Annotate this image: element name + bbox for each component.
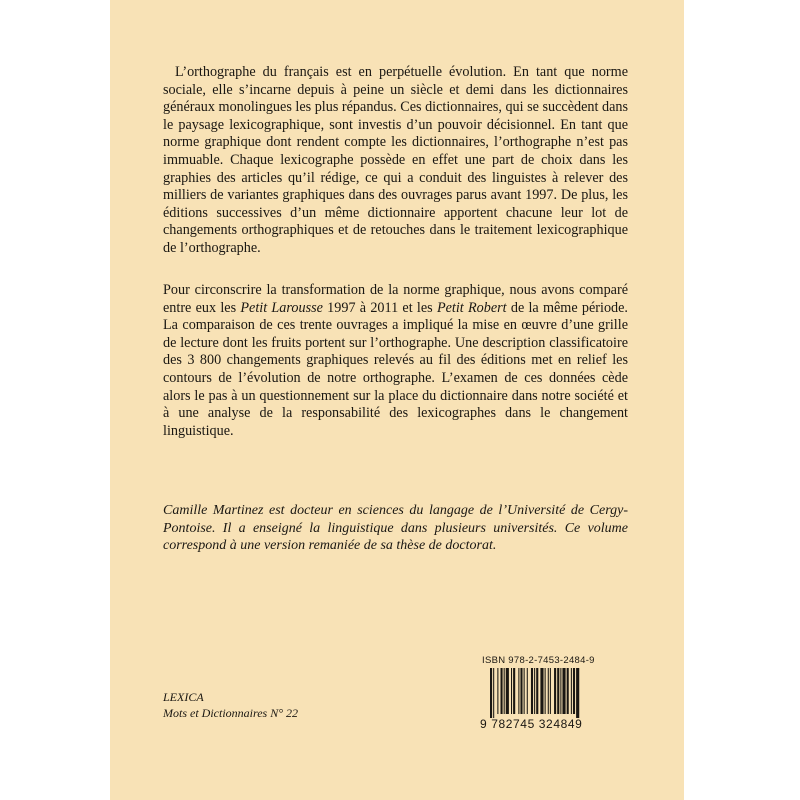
barcode-bar xyxy=(540,668,543,714)
barcode-bar xyxy=(534,668,535,714)
barcode-bars xyxy=(490,668,620,718)
paragraph-2-part-2: 1997 à 2011 et les xyxy=(322,299,437,316)
title-petit-larousse: Petit Larousse xyxy=(240,299,323,316)
barcode-bar xyxy=(511,668,512,714)
barcode-bar xyxy=(490,668,492,718)
barcode-bar xyxy=(524,668,525,714)
barcode-bar xyxy=(548,668,549,714)
barcode-bar xyxy=(497,668,498,714)
barcode-bar xyxy=(571,668,572,714)
isbn-label: ISBN 978-2-7453-2484-9 xyxy=(482,655,595,666)
barcode-bar xyxy=(520,668,522,714)
barcode-bar xyxy=(576,668,579,718)
barcode-block xyxy=(480,655,630,730)
summary-paragraph-1: L’orthographe du français est en perpétuelle évolution. En tant que norme sociale, elle s’incarne depuis à peine un siècle et demi dans les dictionnaires généraux monolingues les plus répandus. Ces dictionnaires, qui se succèdent dans le paysage lexicographique, sont investis d’un pouvoir décisionnel. En tant que norme graphique dont rendent compte les dictionnaires, l’orthographe n’est pas immuable. Chaque lexicographe possède en effet une part de choix dans les graphies des articles qu’il rédige, ce qui a conduit des linguistes à relever des milliers de variantes graphiques dans des ouvrages parus avant 1997. De plus, les éditions successives d’un même dictionnaire apportent chacune leur lot de changements orthographiques et de retouches dans le traitement lexicographique de l’orthographe. xyxy=(163,64,628,256)
barcode-bar xyxy=(493,668,494,718)
barcode-bar xyxy=(506,668,509,714)
barcode-bar xyxy=(573,668,575,714)
barcode-bar xyxy=(518,668,519,714)
barcode-digits: 9 782745 324849 xyxy=(480,717,583,731)
barcode-bar xyxy=(501,668,503,714)
barcode-bar xyxy=(557,668,559,714)
barcode-bar xyxy=(554,668,556,714)
barcode-bar xyxy=(527,668,528,714)
paragraph-2-part-1: Pour circonscrire la transformation de la norme graphique, nous avons comparé entre eux les xyxy=(163,282,628,316)
author-bio: Camille Martinez est docteur en sciences du langage de l’Université de Cergy-Pontoise. Il a enseigné la linguistique dans plusieurs universités. Ce volume correspond à une version remaniée de sa thèse de doctorat. xyxy=(163,503,628,554)
series-name: LEXICA xyxy=(163,690,204,704)
barcode-bar xyxy=(562,668,565,714)
series-subtitle: Mots et Dictionnaires N° 22 xyxy=(163,705,299,720)
barcode-bar xyxy=(504,668,505,714)
title-petit-robert: Petit Robert xyxy=(436,299,507,316)
barcode-bar xyxy=(560,668,561,714)
barcode-bar xyxy=(550,668,551,714)
barcode-bar xyxy=(531,668,533,714)
barcode-bar xyxy=(545,668,546,714)
paragraph-2-part-3: de la même période. La comparaison de ces trente ouvrages a impliqué la mise en œuvre d’une grille de lecture dont les fruits portent sur l’orthographe. Une description classificatoire des 3 800 changements graphiques relevés au fil des éditions met en relief les contours de l’évolution de notre orthographe. L’examen de ces données cède alors le pas à un questionnement sur la place du dictionnaire dans notre société et à une analyse de la responsabilité des lexicographes dans le changement linguistique. xyxy=(163,299,628,439)
barcode-bar xyxy=(536,668,538,714)
barcode-bar xyxy=(567,668,569,714)
series-info xyxy=(163,690,298,721)
summary-paragraph-2 xyxy=(163,282,628,440)
barcode-bar xyxy=(513,668,515,714)
